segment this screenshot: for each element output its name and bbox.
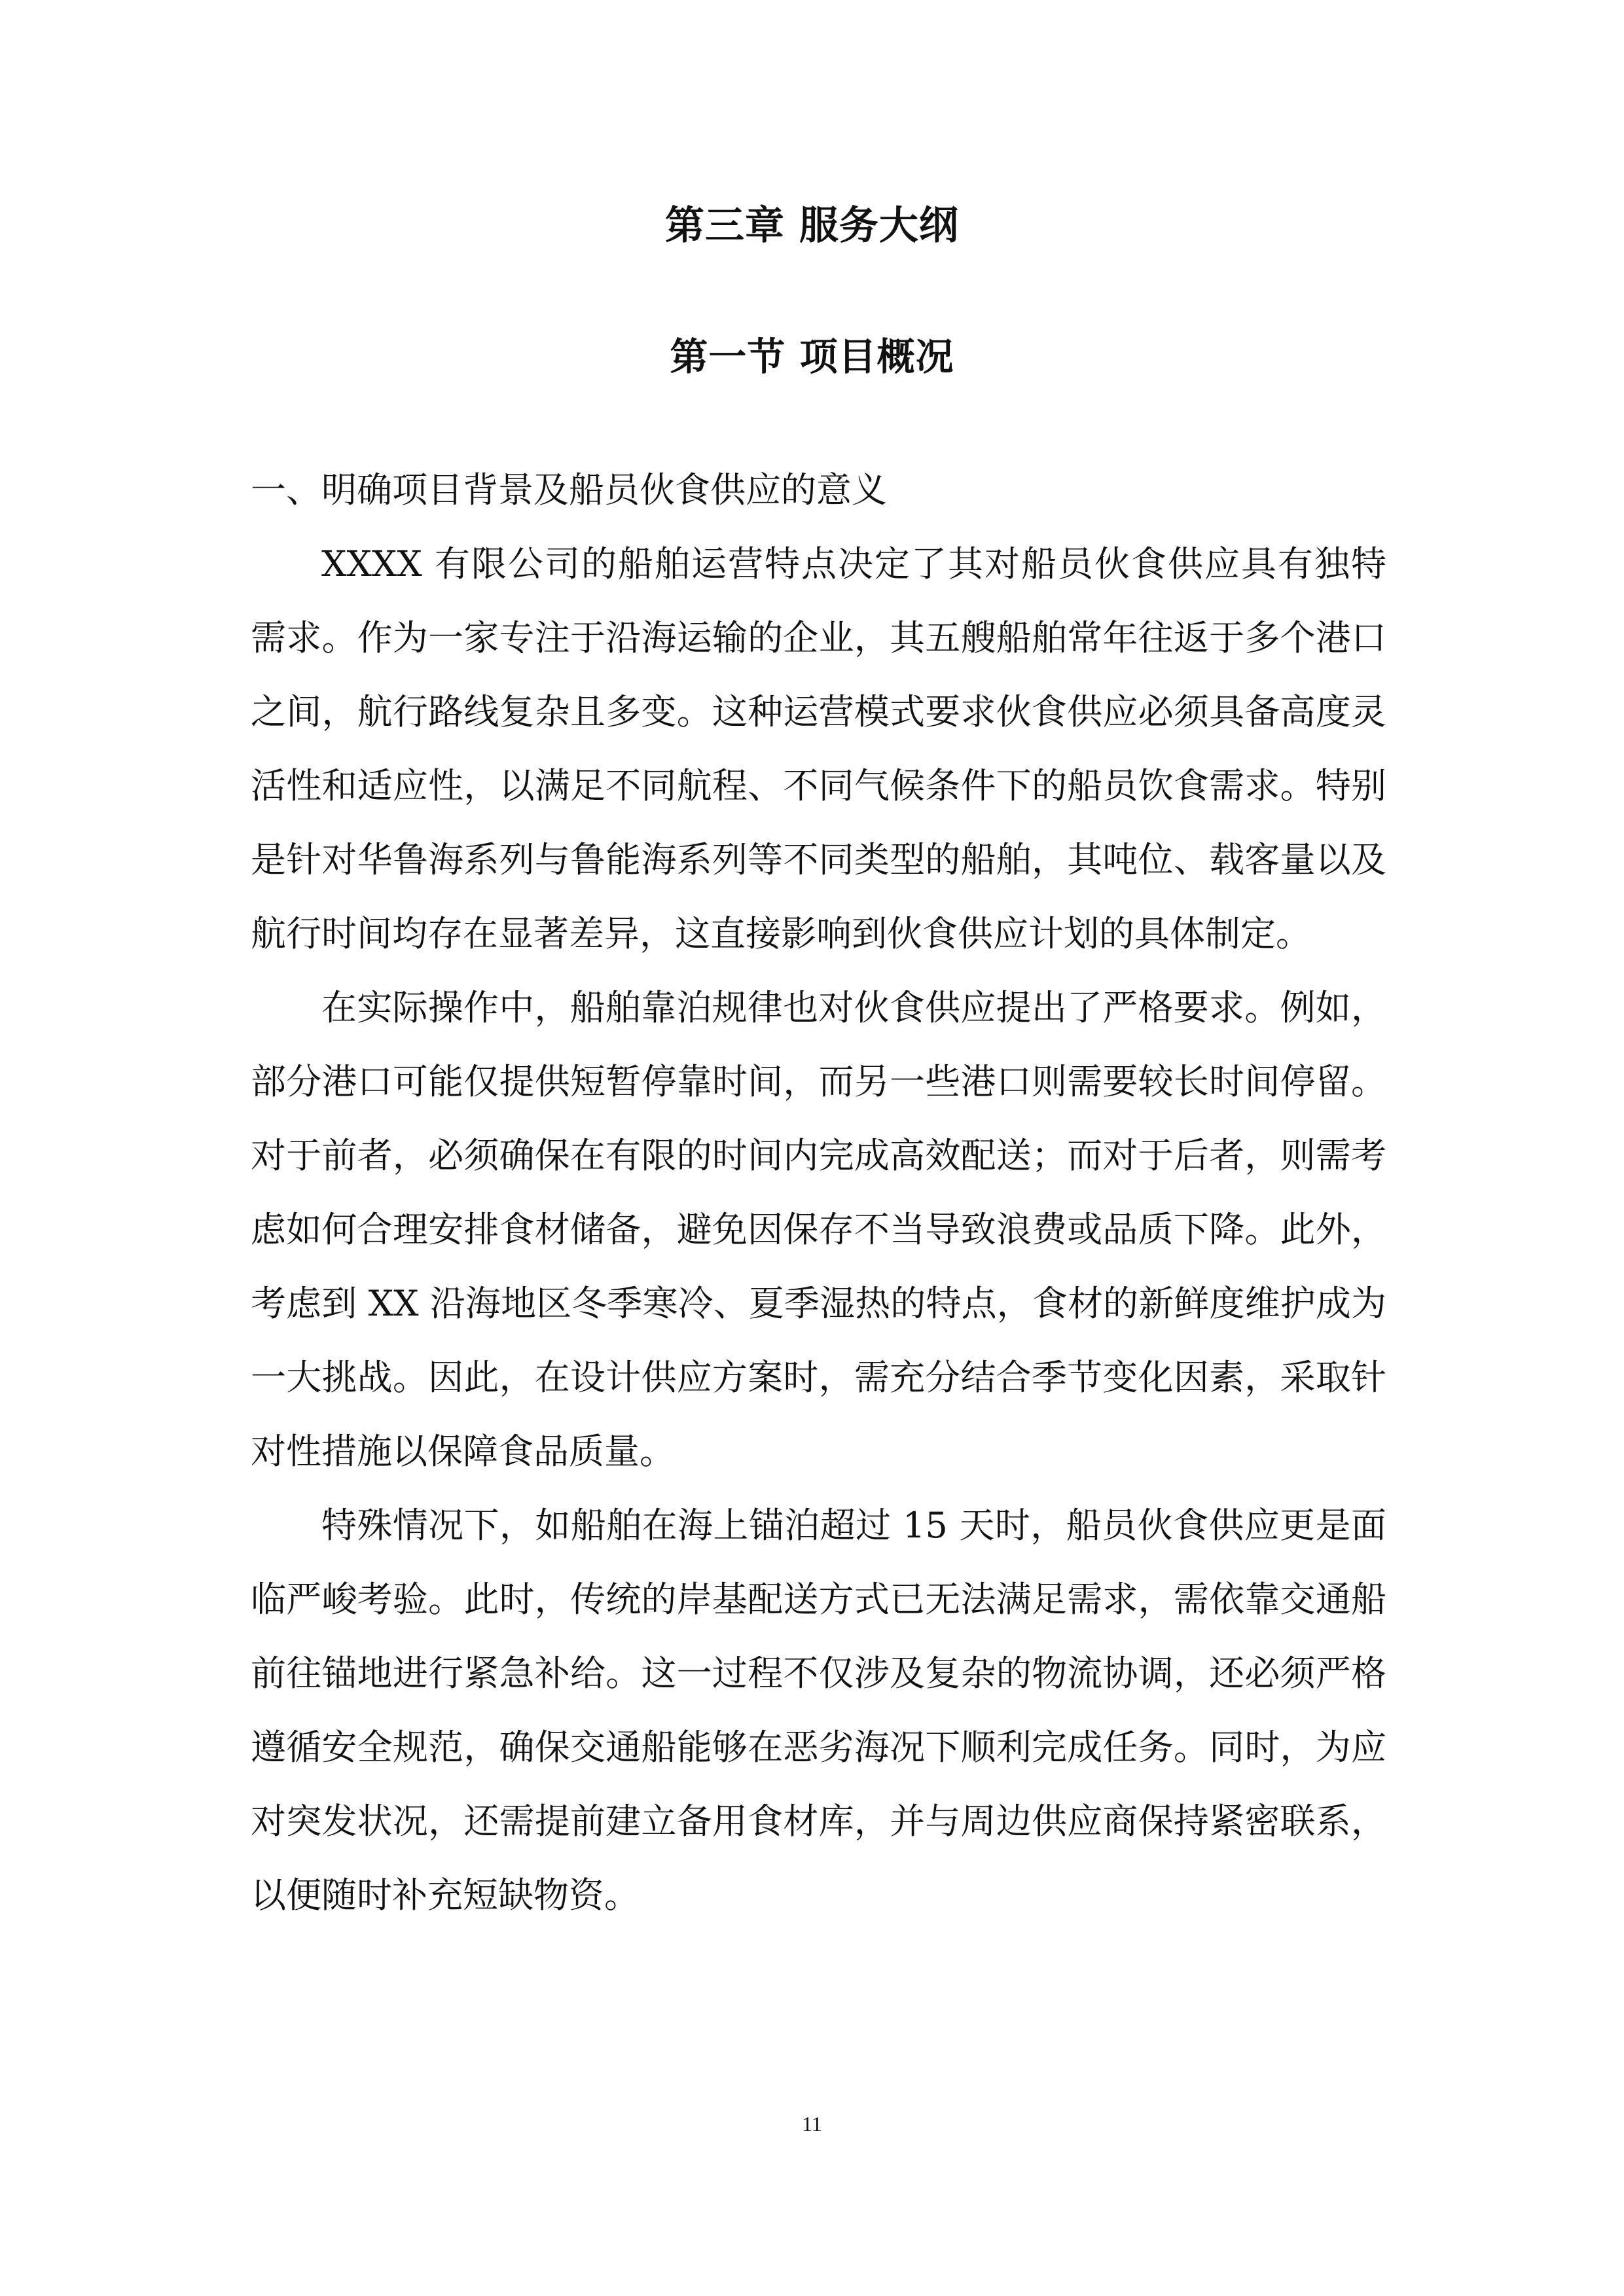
page-number: 11 — [802, 2112, 822, 2136]
paragraph-3: 特殊情况下，如船舶在海上锚泊超过 15 天时，船员伙食供应更是面临严峻考验。此时，传统的岸基配送方式已无法满足需求，需依靠交通船前往锚地进行紧急补给。这一过程不仅涉及复杂的物流协调，还必须严格遵循安全规范，确保交通船能够在恶劣海况下顺利完成任务。同时，为应对突发状况，还需提前建立备用食材库，并与周边供应商保持紧密联系，以便随时补充短缺物资。 — [251, 1505, 1386, 1916]
paragraph-1: XXXX 有限公司的船舶运营特点决定了其对船员伙食供应具有独特需求。作为一家专注于沿海运输的企业，其五艘船舶常年往返于多个港口之间，航行路线复杂且多变。这种运营模式要求伙食供应必须具备高度灵活性和适应性，以满足不同航程、不同气候条件下的船员饮食需求。特别是针对华鲁海系列与鲁能海系列等不同类型的船舶，其吨位、载客量以及航行时间均存在显著差异，这直接影响到伙食供应计划的具体制定。 — [251, 543, 1386, 954]
subheading: 一、明确项目背景及船员伙食供应的意义 — [251, 469, 887, 511]
body-content — [251, 453, 1386, 1932]
chapter-title: 第三章 服务大纲 — [665, 203, 959, 249]
section-title: 第一节 项目概况 — [670, 334, 954, 379]
paragraph-2: 在实际操作中，船舶靠泊规律也对伙食供应提出了严格要求。例如，部分港口可能仅提供短暂停靠时间，而另一些港口则需要较长时间停留。对于前者，必须确保在有限的时间内完成高效配送；而对于后者，则需考虑如何合理安排食材储备，避免因保存不当导致浪费或品质下降。此外，考虑到 XX 沿海地区冬季寒冷、夏季湿热的特点，食材的新鲜度维护成为一大挑战。因此，在设计供应方案时，需充分结合季节变化因素，采取针对性措施以保障食品质量。 — [251, 987, 1386, 1472]
